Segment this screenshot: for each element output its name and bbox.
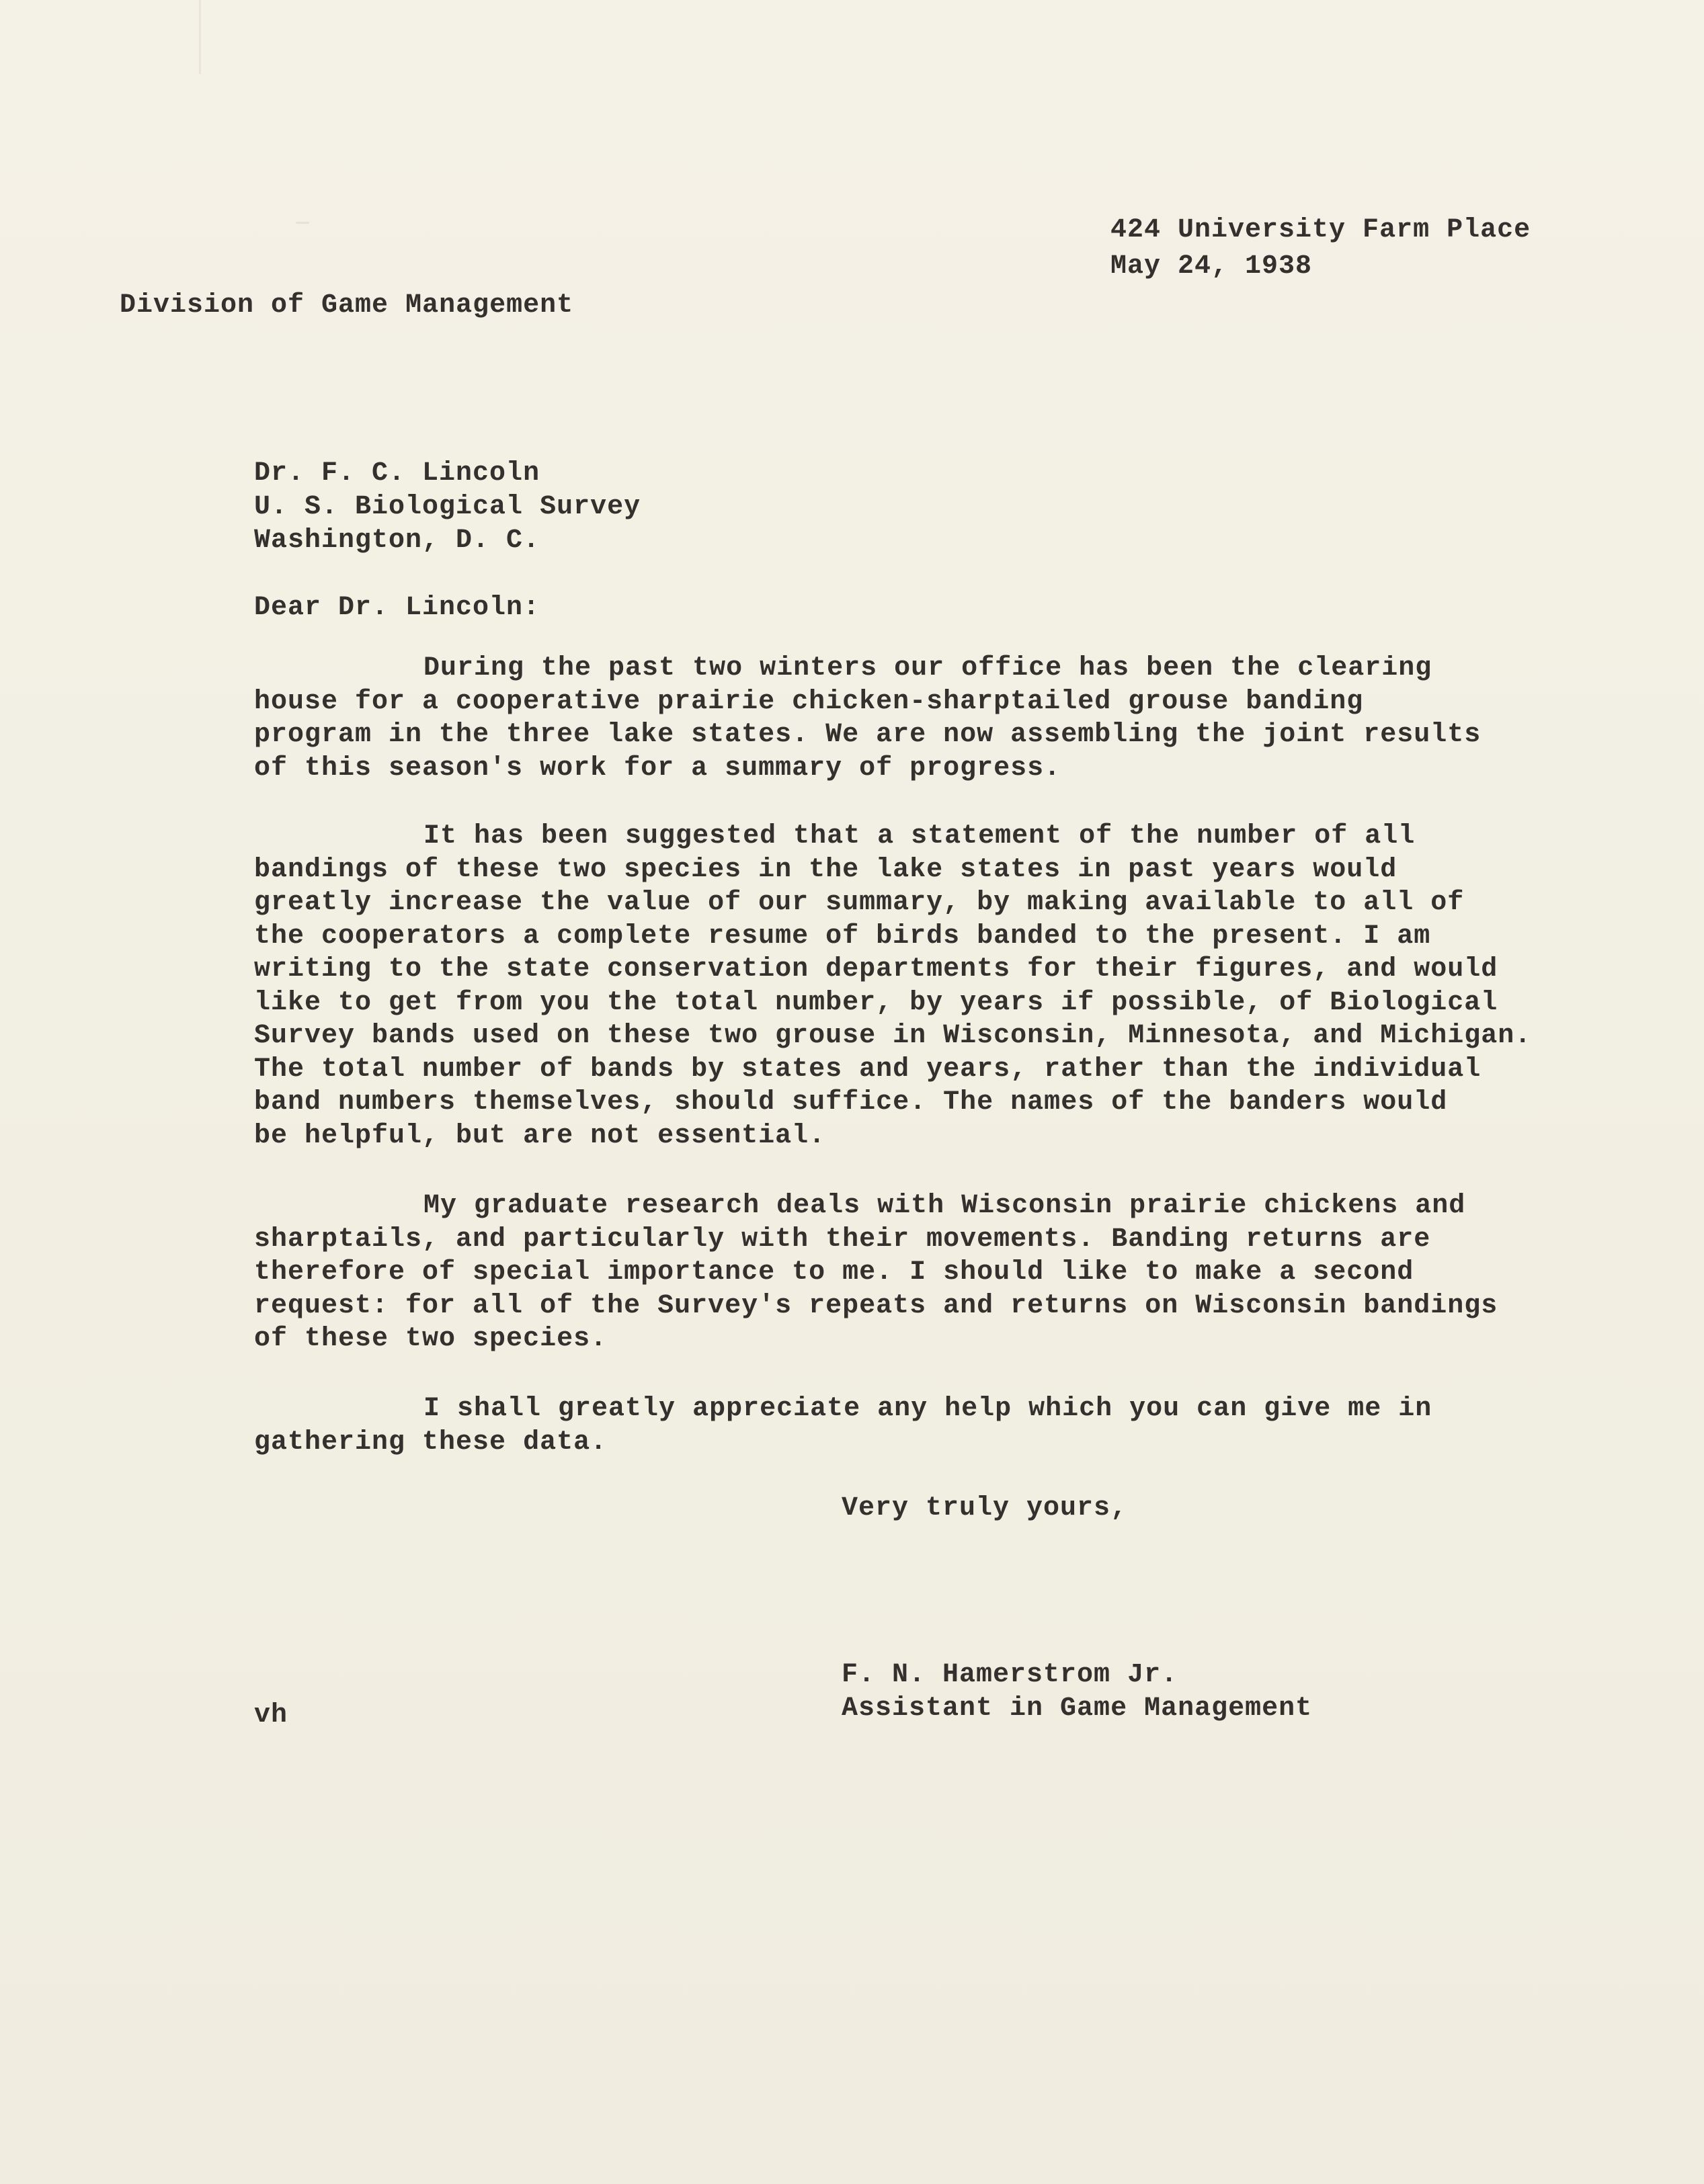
paragraph-line: My graduate research deals with Wisconsin prairie chickens and [423,1191,1466,1221]
recipient-organization: U. S. Biological Survey [254,492,641,522]
paragraph-line: It has been suggested that a statement of the number of all [423,821,1416,851]
paragraph-line: During the past two winters our office has been the clearing [423,653,1432,683]
paragraph-line: be helpful, but are not essential. [254,1120,826,1151]
paragraph-line: of this season's work for a summary of progress. [254,753,1061,784]
salutation: Dear Dr. Lincoln: [254,593,540,623]
paragraph-line: of these two species. [254,1324,608,1354]
recipient-city: Washington, D. C. [254,526,540,556]
paper-crease [296,222,309,224]
typist-initials: vh [254,1700,288,1730]
paragraph-line: therefore of special importance to me. I should like to make a second [254,1257,1414,1288]
paragraph-line: writing to the state conservation departments for their figures, and would [254,954,1498,984]
paragraph-line: I shall greatly appreciate any help which you can give me in [423,1394,1432,1424]
paragraph-line: greatly increase the value of our summary, by making available to all of [254,888,1465,918]
paragraph-line: The total number of bands by states and years, rather than the individual [254,1054,1482,1085]
paragraph-line: Survey bands used on these two grouse in Wisconsin, Minnesota, and Michigan. [254,1021,1532,1051]
body-paragraph-4 [254,1392,1432,1459]
paragraph-line: the cooperators a complete resume of birds banded to the present. I am [254,921,1431,952]
paragraph-line: like to get from you the total number, by years if possible, of Biological [254,987,1498,1018]
signature-name: F. N. Hamerstrom Jr. [842,1660,1178,1690]
paragraph-line: sharptails, and particularly with their movements. Banding returns are [254,1224,1431,1255]
recipient-name: Dr. F. C. Lincoln [254,458,540,489]
body-paragraph-2 [254,820,1531,1152]
sender-address: 424 University Farm Place [1110,215,1531,245]
paragraph-line: request: for all of the Survey's repeats and returns on Wisconsin bandings [254,1290,1498,1321]
paper-crease [199,0,201,74]
letter-date: May 24, 1938 [1110,251,1313,282]
closing: Very truly yours, [842,1493,1128,1523]
paragraph-line: house for a cooperative prairie chicken-sharptailed grouse banding [254,686,1364,717]
division-heading: Division of Game Management [120,290,574,321]
paragraph-line: gathering these data. [254,1427,608,1458]
paragraph-line: bandings of these two species in the lake states in past years would [254,854,1397,885]
paragraph-line: program in the three lake states. We are now assembling the joint results [254,720,1482,750]
body-paragraph-1 [254,652,1481,785]
paragraph-line: band numbers themselves, should suffice. The names of the banders would [254,1087,1448,1118]
body-paragraph-3 [254,1189,1498,1356]
signature-title: Assistant in Game Management [842,1693,1313,1724]
